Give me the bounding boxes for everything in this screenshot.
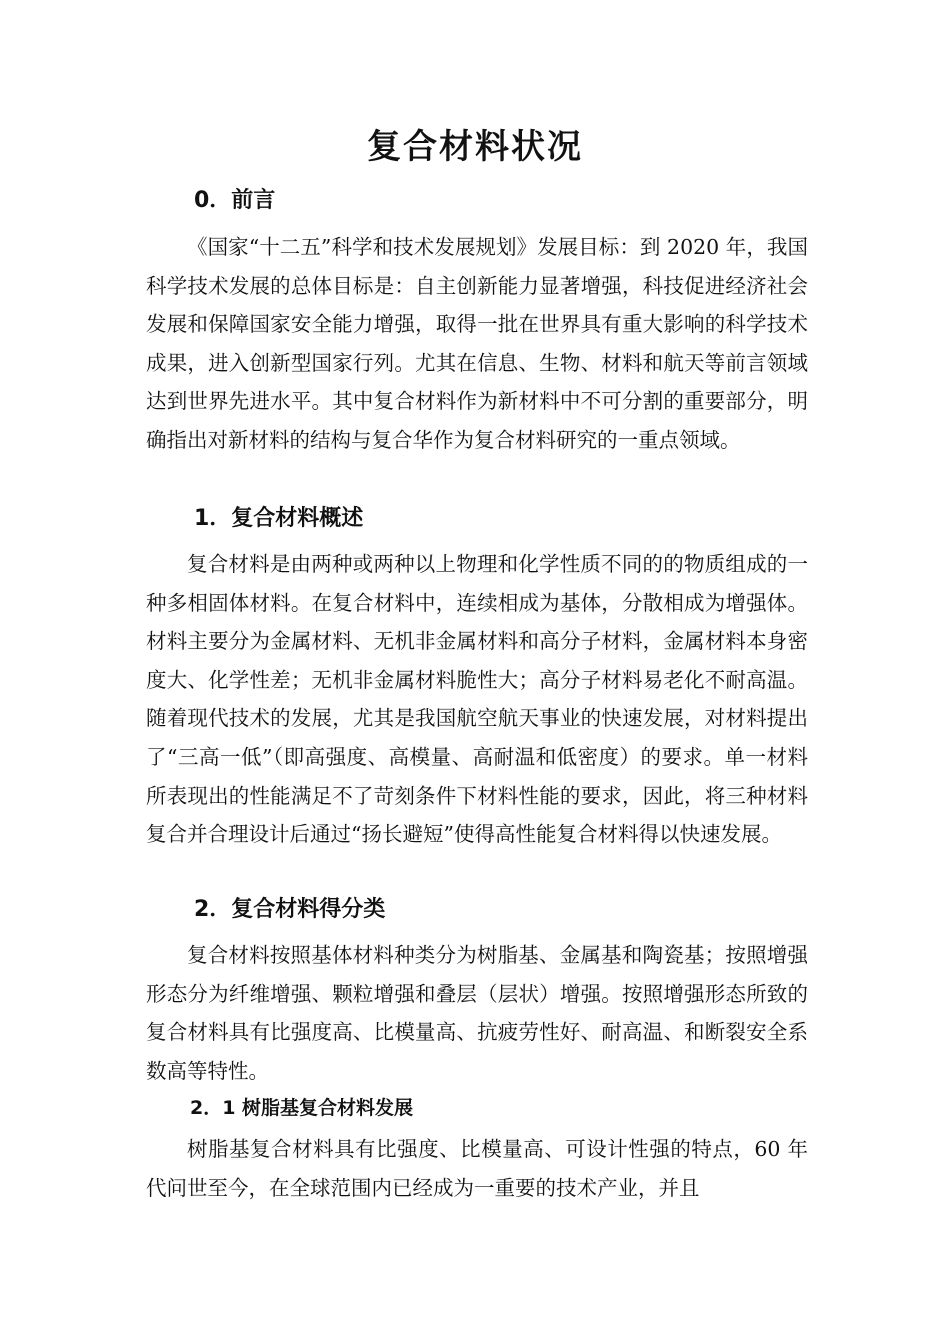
section-heading-overview: 1．复合材料概述 xyxy=(194,506,364,531)
section-heading-classification: 2．复合材料得分类 xyxy=(194,897,386,922)
subsection-heading-resin-matrix: 2．1 树脂基复合材料发展 xyxy=(190,1097,414,1119)
section-heading-preface: 0．前言 xyxy=(194,188,276,213)
section-paragraph-preface: 《国家“十二五”科学和技术发展规划》发展目标：到 2020 年，我国科学技术发展的总体目标是：自主创新能力显著增强，科技促进经济社会发展和保障国家安全能力增强，取得一批在世界具有重大影响的科学技术成果，进入创新型国家行列。尤其在信息、生物、材料和航天等前言领域达到世界先进水平。其中复合材料作为新材料中不可分割的重要部分，明确指出对新材料的结构与复合华作为复合材料研究的一重点领域。 xyxy=(146,235,808,452)
section-paragraph-overview: 复合材料是由两种或两种以上物理和化学性质不同的的物质组成的一种多相固体材料。在复合材料中，连续相成为基体，分散相成为增强体。材料主要分为金属材料、无机非金属材料和高分子材料，金属材料本身密度大、化学性差；无机非金属材料脆性大；高分子材料易老化不耐高温。随着现代技术的发展，尤其是我国航空航天事业的快速发展，对材料提出了“三高一低”（即高强度、高模量、高耐温和低密度）的要求。单一材料所表现出的性能满足不了苛刻条件下材料性能的要求，因此，将三种材料复合并合理设计后通过“扬长避短”使得高性能复合材料得以快速发展。 xyxy=(146,552,808,847)
document-title: 复合材料状况 xyxy=(367,127,583,167)
subsection-paragraph-resin-matrix: 树脂基复合材料具有比强度、比模量高、可设计性强的特点，60 年代问世至今，在全球范围内已经成为一重要的技术产业，并且 xyxy=(146,1137,808,1200)
section-paragraph-classification: 复合材料按照基体材料种类分为树脂基、金属基和陶瓷基；按照增强形态分为纤维增强、颗粒增强和叠层（层状）增强。按照增强形态所致的复合材料具有比强度高、比模量高、抗疲劳性好、耐高温、和断裂安全系数高等特性。 xyxy=(146,943,808,1083)
